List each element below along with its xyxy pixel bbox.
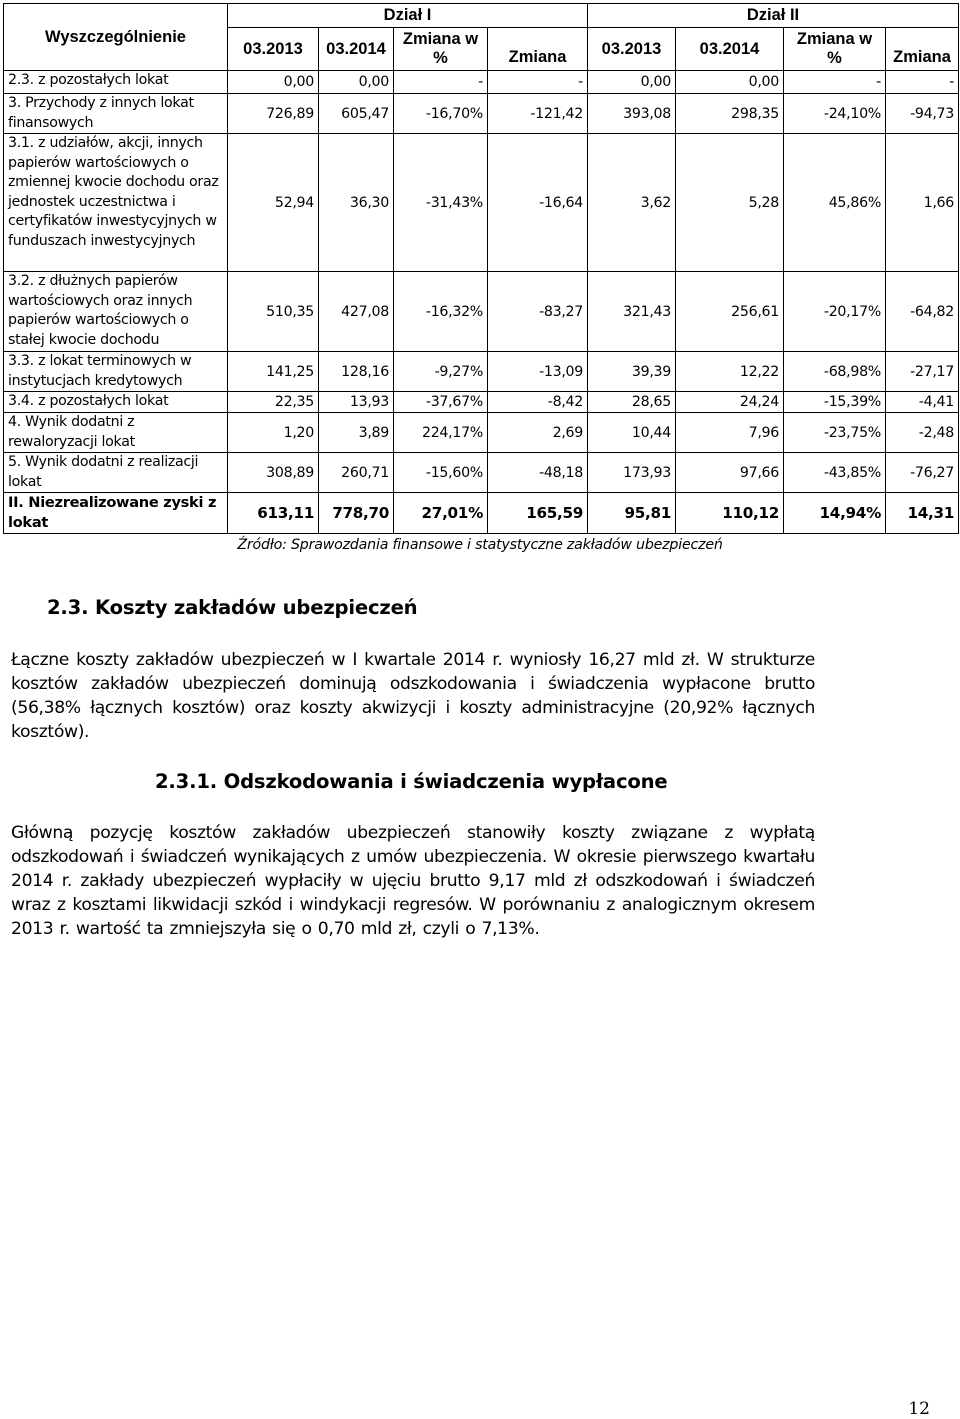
- row-label: 4. Wynik dodatni z rewaloryzacji lokat: [4, 413, 228, 453]
- header-col-change-pct: Zmiana w %: [394, 28, 488, 71]
- row-label: 2.3. z pozostałych lokat: [4, 71, 228, 94]
- header-col-2013: 03.2013: [588, 28, 676, 71]
- header-col-2014: 03.2014: [319, 28, 394, 71]
- table-row: [4, 352, 959, 392]
- cell-value: 22,35: [228, 392, 319, 413]
- row-label: 3.1. z udziałów, akcji, innych papierów wartościowych o zmiennej kwocie dochodu oraz jednostek uczestnictwa i certyfikatów inwestycyjnych w funduszach inwestycyjnych: [4, 134, 228, 272]
- cell-value: 726,89: [228, 94, 319, 134]
- cell-value: -15,39%: [784, 392, 886, 413]
- table-row: [4, 453, 959, 493]
- cell-value: -31,43%: [394, 134, 488, 272]
- cell-value: -16,32%: [394, 272, 488, 352]
- cell-value: 39,39: [588, 352, 676, 392]
- table-row: [4, 413, 959, 453]
- cell-value: 5,28: [676, 134, 784, 272]
- cell-value: 10,44: [588, 413, 676, 453]
- header-col-change-pct: Zmiana w %: [784, 28, 886, 71]
- cell-value: 27,01%: [394, 493, 488, 534]
- cell-value: 1,20: [228, 413, 319, 453]
- cell-value: -94,73: [886, 94, 959, 134]
- cell-value: 0,00: [676, 71, 784, 94]
- cell-value: -4,41: [886, 392, 959, 413]
- cell-value: 13,93: [319, 392, 394, 413]
- row-label: 3.4. z pozostałych lokat: [4, 392, 228, 413]
- table-row: [4, 272, 959, 352]
- header-col-change: Zmiana: [886, 28, 959, 71]
- cell-value: 224,17%: [394, 413, 488, 453]
- cell-value: 3,62: [588, 134, 676, 272]
- row-label: II. Niezrealizowane zyski z lokat: [4, 493, 228, 534]
- table-row: [4, 392, 959, 413]
- cell-value: -9,27%: [394, 352, 488, 392]
- investment-income-table: [3, 3, 959, 534]
- cell-value: -: [784, 71, 886, 94]
- cell-value: 28,65: [588, 392, 676, 413]
- cell-value: -: [886, 71, 959, 94]
- row-label: 3.3. z lokat terminowych w instytucjach kredytowych: [4, 352, 228, 392]
- cell-value: -2,48: [886, 413, 959, 453]
- cell-value: 52,94: [228, 134, 319, 272]
- cell-value: -16,64: [488, 134, 588, 272]
- cell-value: -8,42: [488, 392, 588, 413]
- cell-value: -64,82: [886, 272, 959, 352]
- body-paragraph: Łączne koszty zakładów ubezpieczeń w I kwartale 2014 r. wyniosły 16,27 mld zł. W strukturze kosztów zakładów ubezpieczeń dominują odszkodowania i świadczenia wypłacone brutto (56,38% łącznych kosztów) oraz koszty akwizycji i koszty administracyjne (20,92% łącznych kosztów).: [11, 650, 815, 742]
- header-group-dzial-2: Dział II: [588, 4, 959, 28]
- cell-value: 165,59: [488, 493, 588, 534]
- source-note: Źródło: Sprawozdania finansowe i statystyczne zakładów ubezpieczeń: [237, 537, 723, 553]
- cell-value: 14,31: [886, 493, 959, 534]
- cell-value: 393,08: [588, 94, 676, 134]
- header-col-2013: 03.2013: [228, 28, 319, 71]
- cell-value: 613,11: [228, 493, 319, 534]
- row-label: 3.2. z dłużnych papierów wartościowych oraz innych papierów wartościowych o stałej kwocie dochodu: [4, 272, 228, 352]
- cell-value: 3,89: [319, 413, 394, 453]
- cell-value: -68,98%: [784, 352, 886, 392]
- cell-value: -24,10%: [784, 94, 886, 134]
- table-row-total: [4, 493, 959, 534]
- cell-value: 605,47: [319, 94, 394, 134]
- cell-value: -76,27: [886, 453, 959, 493]
- cell-value: -121,42: [488, 94, 588, 134]
- cell-value: 12,22: [676, 352, 784, 392]
- cell-value: 95,81: [588, 493, 676, 534]
- cell-value: 778,70: [319, 493, 394, 534]
- cell-value: 510,35: [228, 272, 319, 352]
- cell-value: -23,75%: [784, 413, 886, 453]
- cell-value: 141,25: [228, 352, 319, 392]
- cell-value: 0,00: [319, 71, 394, 94]
- cell-value: 260,71: [319, 453, 394, 493]
- cell-value: -16,70%: [394, 94, 488, 134]
- subsection-heading: 2.3.1. Odszkodowania i świadczenia wypłacone: [155, 770, 668, 793]
- table-row: [4, 94, 959, 134]
- cell-value: 7,96: [676, 413, 784, 453]
- cell-value: 14,94%: [784, 493, 886, 534]
- row-label: 3. Przychody z innych lokat finansowych: [4, 94, 228, 134]
- cell-value: 427,08: [319, 272, 394, 352]
- cell-value: -48,18: [488, 453, 588, 493]
- cell-value: 256,61: [676, 272, 784, 352]
- cell-value: -: [488, 71, 588, 94]
- cell-value: -27,17: [886, 352, 959, 392]
- header-group-dzial-1: Dział I: [228, 4, 588, 28]
- cell-value: 36,30: [319, 134, 394, 272]
- section-heading: 2.3. Koszty zakładów ubezpieczeń: [47, 596, 418, 619]
- table-row: [4, 71, 959, 94]
- cell-value: 110,12: [676, 493, 784, 534]
- header-col-change: Zmiana: [488, 28, 588, 71]
- cell-value: -15,60%: [394, 453, 488, 493]
- cell-value: -83,27: [488, 272, 588, 352]
- cell-value: -20,17%: [784, 272, 886, 352]
- cell-value: 321,43: [588, 272, 676, 352]
- cell-value: -: [394, 71, 488, 94]
- page-number: 12: [908, 1399, 930, 1419]
- cell-value: 173,93: [588, 453, 676, 493]
- header-col-2014: 03.2014: [676, 28, 784, 71]
- cell-value: 2,69: [488, 413, 588, 453]
- cell-value: 0,00: [588, 71, 676, 94]
- cell-value: -37,67%: [394, 392, 488, 413]
- cell-value: 45,86%: [784, 134, 886, 272]
- cell-value: 128,16: [319, 352, 394, 392]
- header-row-label: Wyszczególnienie: [4, 4, 228, 71]
- body-paragraph: Główną pozycję kosztów zakładów ubezpieczeń stanowiły koszty związane z wypłatą odszkodowań i świadczeń wynikających z umów ubezpieczenia. W okresie pierwszego kwartału 2014 r. zakłady ubezpieczeń wypłaciły w ujęciu brutto 9,17 mld zł odszkodowań i świadczeń wraz z kosztami likwidacji szkód i windykacji regresów. W porównaniu z analogicznym okresem 2013 r. wartość ta zmniejszyła się o 0,70 mld zł, czyli o 7,13%.: [11, 823, 815, 939]
- cell-value: 0,00: [228, 71, 319, 94]
- cell-value: 308,89: [228, 453, 319, 493]
- table-row: [4, 134, 959, 272]
- cell-value: 1,66: [886, 134, 959, 272]
- cell-value: -13,09: [488, 352, 588, 392]
- cell-value: 24,24: [676, 392, 784, 413]
- cell-value: -43,85%: [784, 453, 886, 493]
- cell-value: 298,35: [676, 94, 784, 134]
- cell-value: 97,66: [676, 453, 784, 493]
- row-label: 5. Wynik dodatni z realizacji lokat: [4, 453, 228, 493]
